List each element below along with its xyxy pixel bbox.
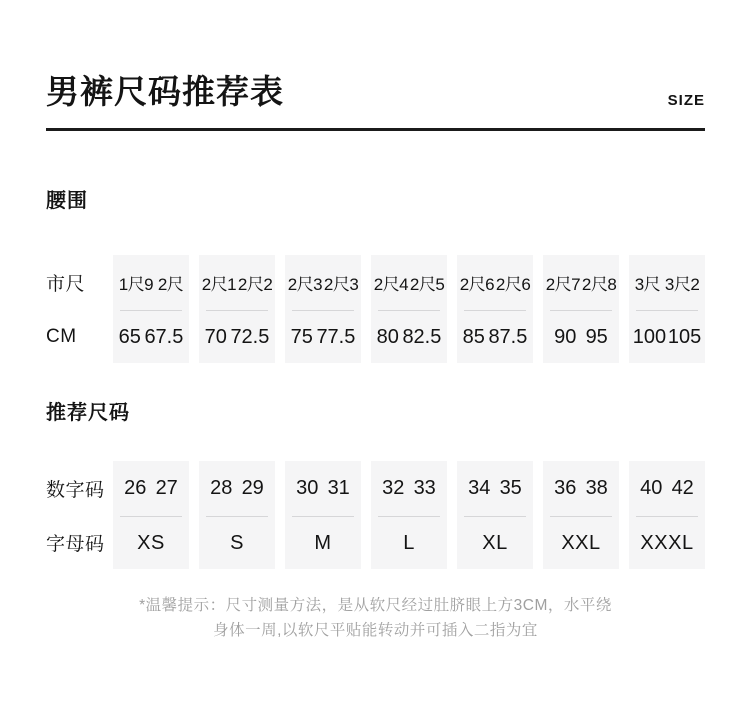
waist-column-6 [543, 255, 619, 363]
size-column-xxl [543, 461, 619, 569]
numeric-size-value: 26 [124, 477, 147, 499]
size-column-s [199, 461, 275, 569]
waist-column-3 [285, 255, 361, 363]
cm-value: 65 [118, 325, 141, 348]
cm-value: 100 [632, 325, 667, 348]
letter-size-value: M [314, 531, 332, 554]
cm-value: 77.5 [316, 325, 356, 348]
shichi-cell [457, 255, 533, 310]
cm-value: 85 [462, 325, 485, 348]
shichi-cell [285, 255, 361, 310]
letter-size-value: XXL [561, 531, 601, 554]
numeric-size-value: 42 [671, 477, 694, 499]
recommend-table [46, 461, 705, 569]
footnote-line-2: 身体一周,以软尺平贴能转动并可插入二指为宜 [213, 622, 538, 639]
cm-cell [199, 311, 275, 363]
row-label-shichi: 市尺 [46, 274, 86, 295]
waist-table-columns [113, 255, 705, 363]
page-title: 男裤尺码推荐表 [46, 73, 284, 110]
size-column-xs [113, 461, 189, 569]
shichi-value: 1尺9 [118, 275, 154, 294]
waist-column-5 [457, 255, 533, 363]
cm-cell [543, 311, 619, 363]
row-label-numeric: 数字码 [46, 480, 105, 501]
letter-size-value: XS [137, 531, 165, 554]
numeric-size-cell [285, 461, 361, 516]
row-label-cm: CM [46, 325, 77, 347]
waist-column-2 [199, 255, 275, 363]
numeric-size-cell [629, 461, 705, 516]
shichi-value: 2尺7 [545, 275, 581, 294]
letter-size-value: L [403, 531, 415, 554]
page-header [46, 71, 705, 112]
numeric-size-value: 30 [296, 477, 319, 499]
footnote [46, 593, 705, 643]
numeric-size-value: 32 [382, 477, 405, 499]
numeric-size-cell [199, 461, 275, 516]
numeric-size-value: 40 [640, 477, 663, 499]
shichi-value: 2尺1 [201, 275, 237, 294]
waist-column-7 [629, 255, 705, 363]
header-divider [46, 128, 705, 131]
numeric-size-value: 28 [210, 477, 233, 499]
row-label-letter: 字母码 [46, 534, 105, 555]
cm-value: 72.5 [230, 325, 270, 348]
numeric-size-value: 35 [499, 477, 522, 499]
footnote-line-1: *温馨提示：尺寸测量方法，是从软尺经过肚脐眼上方3CM，水平绕 [139, 597, 612, 614]
shichi-value: 2尺6 [495, 275, 531, 294]
numeric-size-value: 33 [413, 477, 436, 499]
shichi-cell [371, 255, 447, 310]
recommend-table-labels [46, 461, 113, 569]
recommend-table-columns [113, 461, 705, 569]
cm-cell [457, 311, 533, 363]
cm-value: 87.5 [488, 325, 528, 348]
shichi-value: 2尺3 [323, 275, 359, 294]
shichi-value: 2尺5 [409, 275, 445, 294]
waist-section-title: 腰围 [46, 190, 88, 212]
cm-value: 67.5 [144, 325, 184, 348]
waist-table [46, 255, 705, 363]
cm-cell [113, 311, 189, 363]
cm-cell [629, 311, 705, 363]
shichi-value: 2尺6 [459, 275, 495, 294]
letter-size-value: XXXL [640, 531, 694, 554]
numeric-size-cell [543, 461, 619, 516]
size-label: SIZE [667, 92, 705, 109]
numeric-size-cell [371, 461, 447, 516]
cm-value: 90 [554, 325, 577, 348]
size-chart-page [0, 71, 750, 643]
cm-value: 95 [585, 325, 608, 348]
cm-value: 105 [667, 325, 702, 348]
cm-value: 75 [290, 325, 313, 348]
shichi-value: 2尺3 [287, 275, 323, 294]
size-column-xl [457, 461, 533, 569]
shichi-value: 2尺4 [373, 275, 409, 294]
waist-table-labels [46, 255, 113, 363]
size-column-l [371, 461, 447, 569]
numeric-size-value: 27 [155, 477, 178, 499]
size-column-m [285, 461, 361, 569]
size-column-xxxl [629, 461, 705, 569]
cm-value: 80 [376, 325, 399, 348]
cm-cell [285, 311, 361, 363]
cm-cell [371, 311, 447, 363]
numeric-size-value: 36 [554, 477, 577, 499]
cm-value: 70 [204, 325, 227, 348]
waist-column-4 [371, 255, 447, 363]
shichi-value: 2尺 [157, 275, 184, 294]
shichi-value: 2尺2 [237, 275, 273, 294]
shichi-cell [629, 255, 705, 310]
numeric-size-value: 29 [241, 477, 264, 499]
waist-column-1 [113, 255, 189, 363]
shichi-value: 3尺2 [664, 275, 700, 294]
shichi-value: 3尺 [634, 275, 661, 294]
numeric-size-value: 34 [468, 477, 491, 499]
numeric-size-cell [113, 461, 189, 516]
recommend-section-title: 推荐尺码 [46, 402, 130, 424]
shichi-value: 2尺8 [581, 275, 617, 294]
letter-size-value: S [230, 531, 244, 554]
numeric-size-value: 38 [585, 477, 608, 499]
shichi-cell [199, 255, 275, 310]
shichi-cell [543, 255, 619, 310]
numeric-size-cell [457, 461, 533, 516]
shichi-cell [113, 255, 189, 310]
letter-size-value: XL [482, 531, 508, 554]
cm-value: 82.5 [402, 325, 442, 348]
numeric-size-value: 31 [327, 477, 350, 499]
